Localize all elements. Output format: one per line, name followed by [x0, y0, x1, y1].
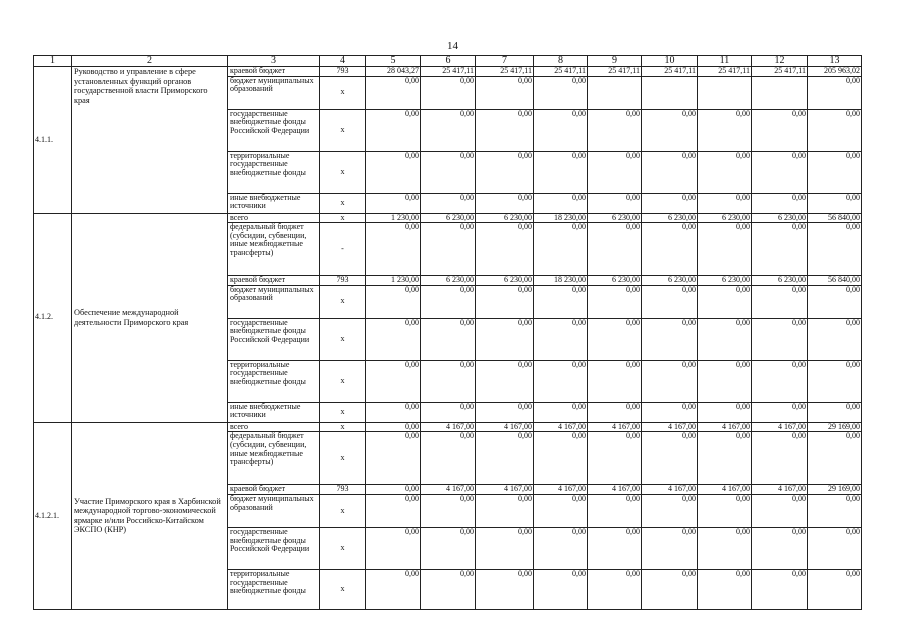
year-value-cell: 0,00 — [642, 318, 698, 360]
year-value-cell: 28 043,27 — [366, 67, 421, 77]
header-cell: 11 — [698, 56, 752, 67]
total-cell: 0,00 — [808, 527, 862, 569]
funding-source: государственные внебюджетные фонды Российской Федерации — [228, 109, 320, 151]
year-value-cell: 0,00 — [534, 109, 588, 151]
year-value-cell: 6 230,00 — [698, 213, 752, 223]
year-value-cell: 0,00 — [588, 151, 642, 193]
funding-source: краевой бюджет — [228, 67, 320, 77]
year-value-cell: 0,00 — [476, 223, 534, 276]
year-value-cell: 0,00 — [421, 76, 476, 109]
total-cell: 0,00 — [808, 285, 862, 318]
year-value-cell: 6 230,00 — [642, 213, 698, 223]
year-value-cell: 0,00 — [534, 285, 588, 318]
year-value-cell: 0,00 — [476, 360, 534, 402]
year-value-cell: 0,00 — [421, 285, 476, 318]
year-value-cell: 0,00 — [366, 193, 421, 213]
year-value-cell: 18 230,00 — [534, 276, 588, 286]
year-value-cell: 0,00 — [476, 318, 534, 360]
grbs-code: x — [320, 569, 366, 609]
year-value-cell: 25 417,11 — [476, 67, 534, 77]
grbs-code: x — [320, 193, 366, 213]
year-value-cell: 0,00 — [476, 402, 534, 422]
year-value-cell: 4 167,00 — [588, 485, 642, 495]
year-value-cell: 0,00 — [421, 402, 476, 422]
funding-source: краевой бюджет — [228, 276, 320, 286]
year-value-cell: 0,00 — [366, 569, 421, 609]
year-value-cell: 25 417,11 — [698, 67, 752, 77]
year-value-cell: 0,00 — [534, 432, 588, 485]
year-value-cell: 0,00 — [642, 151, 698, 193]
funding-source: иные внебюджетные источники — [228, 193, 320, 213]
year-value-cell: 0,00 — [588, 360, 642, 402]
year-value-cell: 0,00 — [421, 223, 476, 276]
year-value-cell: 0,00 — [534, 76, 588, 109]
grbs-code: x — [320, 360, 366, 402]
year-value-cell: 6 230,00 — [476, 276, 534, 286]
grbs-code: x — [320, 151, 366, 193]
year-value-cell: 25 417,11 — [642, 67, 698, 77]
year-value-cell: 0,00 — [476, 285, 534, 318]
year-value-cell: 0,00 — [752, 402, 808, 422]
year-value-cell: 0,00 — [752, 318, 808, 360]
total-cell: 0,00 — [808, 318, 862, 360]
year-value-cell: 0,00 — [642, 285, 698, 318]
funding-source: федеральный бюджет (субсидии, субвенции, иные межбюджетные трансферты) — [228, 432, 320, 485]
year-value-cell: 0,00 — [698, 151, 752, 193]
year-value-cell: 0,00 — [421, 360, 476, 402]
grbs-code: x — [320, 494, 366, 527]
year-value-cell: 4 167,00 — [421, 485, 476, 495]
header-cell: 8 — [534, 56, 588, 67]
header-cell: 9 — [588, 56, 642, 67]
year-value-cell: 0,00 — [421, 494, 476, 527]
year-value-cell: 0,00 — [421, 432, 476, 485]
year-value-cell: 0,00 — [588, 569, 642, 609]
year-value-cell: 0,00 — [366, 109, 421, 151]
table-body — [34, 56, 862, 610]
year-value-cell: 4 167,00 — [642, 485, 698, 495]
grbs-code: x — [320, 285, 366, 318]
year-value-cell: 0,00 — [366, 76, 421, 109]
year-value-cell: 0,00 — [752, 151, 808, 193]
year-value-cell: 0,00 — [421, 527, 476, 569]
header-cell: 5 — [366, 56, 421, 67]
item-name: Обеспечение международной деятельности Приморского края — [72, 213, 228, 422]
year-value-cell: 0,00 — [366, 527, 421, 569]
header-cell: 6 — [421, 56, 476, 67]
year-value-cell: 6 230,00 — [752, 213, 808, 223]
year-value-cell: 6 230,00 — [588, 276, 642, 286]
year-value-cell: 0,00 — [698, 494, 752, 527]
year-value-cell: 0,00 — [752, 285, 808, 318]
header-row — [34, 56, 862, 67]
year-value-cell: 25 417,11 — [588, 67, 642, 77]
page-number: 14 — [447, 40, 458, 52]
year-value-cell: 6 230,00 — [698, 276, 752, 286]
funding-source: государственные внебюджетные фонды Российской Федерации — [228, 527, 320, 569]
total-cell: 0,00 — [808, 109, 862, 151]
grbs-code: x — [320, 527, 366, 569]
year-value-cell: 0,00 — [698, 318, 752, 360]
year-value-cell: 0,00 — [698, 432, 752, 485]
year-value-cell: 0,00 — [476, 527, 534, 569]
year-value-cell: 0,00 — [698, 109, 752, 151]
year-value-cell: 0,00 — [752, 432, 808, 485]
funding-source: всего — [228, 213, 320, 223]
header-cell: 12 — [752, 56, 808, 67]
header-cell: 1 — [34, 56, 72, 67]
item-code: 4.1.2.1. — [34, 422, 72, 609]
year-value-cell: 0,00 — [366, 318, 421, 360]
total-cell: 56 840,00 — [808, 276, 862, 286]
table-row — [34, 213, 862, 223]
year-value-cell: 4 167,00 — [421, 422, 476, 432]
year-value-cell: 0,00 — [476, 193, 534, 213]
year-value-cell: 6 230,00 — [752, 276, 808, 286]
year-value-cell: 4 167,00 — [752, 485, 808, 495]
year-value-cell: 6 230,00 — [421, 276, 476, 286]
year-value-cell: 1 230,00 — [366, 276, 421, 286]
funding-source: иные внебюджетные источники — [228, 402, 320, 422]
total-cell: 0,00 — [808, 151, 862, 193]
year-value-cell: 0,00 — [588, 223, 642, 276]
year-value-cell: 0,00 — [534, 318, 588, 360]
year-value-cell: 0,00 — [642, 223, 698, 276]
total-cell: 56 840,00 — [808, 213, 862, 223]
year-value-cell: 0,00 — [534, 223, 588, 276]
year-value-cell: 0,00 — [534, 527, 588, 569]
year-value-cell: 0,00 — [752, 494, 808, 527]
header-cell: 13 — [808, 56, 862, 67]
year-value-cell: 0,00 — [366, 494, 421, 527]
year-value-cell: 0,00 — [642, 494, 698, 527]
year-value-cell: 0,00 — [421, 193, 476, 213]
year-value-cell: 0,00 — [752, 223, 808, 276]
year-value-cell: 0,00 — [476, 432, 534, 485]
header-cell: 2 — [72, 56, 228, 67]
year-value-cell: 0,00 — [366, 285, 421, 318]
grbs-code: x — [320, 422, 366, 432]
grbs-code: x — [320, 402, 366, 422]
funding-source: территориальные государственные внебюджетные фонды — [228, 569, 320, 609]
year-value-cell: 0,00 — [588, 494, 642, 527]
year-value-cell: 0,00 — [588, 193, 642, 213]
year-value-cell: 0,00 — [366, 360, 421, 402]
funding-source: всего — [228, 422, 320, 432]
year-value-cell — [752, 76, 808, 109]
year-value-cell: 0,00 — [421, 151, 476, 193]
year-value-cell: 0,00 — [752, 109, 808, 151]
year-value-cell: 4 167,00 — [534, 485, 588, 495]
year-value-cell: 4 167,00 — [752, 422, 808, 432]
year-value-cell: 0,00 — [698, 223, 752, 276]
year-value-cell: 0,00 — [366, 432, 421, 485]
year-value-cell: 4 167,00 — [698, 485, 752, 495]
year-value-cell: 4 167,00 — [476, 485, 534, 495]
year-value-cell: 0,00 — [534, 494, 588, 527]
year-value-cell: 0,00 — [476, 76, 534, 109]
total-cell: 0,00 — [808, 360, 862, 402]
grbs-code: x — [320, 213, 366, 223]
funding-source: бюджет муниципальных образований — [228, 494, 320, 527]
year-value-cell: 0,00 — [588, 402, 642, 422]
grbs-code: x — [320, 109, 366, 151]
year-value-cell: 0,00 — [476, 109, 534, 151]
year-value-cell: 0,00 — [366, 485, 421, 495]
year-value-cell: 25 417,11 — [534, 67, 588, 77]
total-cell: 0,00 — [808, 402, 862, 422]
year-value-cell: 6 230,00 — [421, 213, 476, 223]
table-row — [34, 67, 862, 77]
year-value-cell: 0,00 — [588, 527, 642, 569]
year-value-cell: 0,00 — [752, 569, 808, 609]
year-value-cell: 0,00 — [366, 422, 421, 432]
year-value-cell: 0,00 — [366, 402, 421, 422]
item-name: Руководство и управление в сфере установленных функций органов государственной власти Приморского края — [72, 67, 228, 214]
year-value-cell: 0,00 — [534, 569, 588, 609]
year-value-cell: 0,00 — [642, 402, 698, 422]
year-value-cell — [642, 76, 698, 109]
year-value-cell: 0,00 — [698, 527, 752, 569]
year-value-cell: 0,00 — [588, 109, 642, 151]
table-row — [34, 422, 862, 432]
funding-source: краевой бюджет — [228, 485, 320, 495]
grbs-code: x — [320, 76, 366, 109]
year-value-cell — [698, 76, 752, 109]
year-value-cell: 0,00 — [698, 360, 752, 402]
year-value-cell: 6 230,00 — [476, 213, 534, 223]
year-value-cell: 0,00 — [698, 285, 752, 318]
year-value-cell: 0,00 — [421, 318, 476, 360]
grbs-code: - — [320, 223, 366, 276]
year-value-cell: 0,00 — [366, 151, 421, 193]
year-value-cell: 0,00 — [752, 527, 808, 569]
year-value-cell: 0,00 — [588, 432, 642, 485]
year-value-cell: 6 230,00 — [588, 213, 642, 223]
year-value-cell: 1 230,00 — [366, 213, 421, 223]
header-cell: 3 — [228, 56, 320, 67]
year-value-cell: 4 167,00 — [534, 422, 588, 432]
funding-source: территориальные государственные внебюджетные фонды — [228, 151, 320, 193]
grbs-code: 793 — [320, 276, 366, 286]
header-cell: 4 — [320, 56, 366, 67]
total-cell: 0,00 — [808, 494, 862, 527]
year-value-cell: 4 167,00 — [588, 422, 642, 432]
year-value-cell: 0,00 — [752, 360, 808, 402]
year-value-cell: 0,00 — [534, 193, 588, 213]
year-value-cell: 0,00 — [698, 193, 752, 213]
total-cell: 29 169,00 — [808, 485, 862, 495]
header-cell: 7 — [476, 56, 534, 67]
year-value-cell: 0,00 — [752, 193, 808, 213]
year-value-cell: 0,00 — [588, 318, 642, 360]
total-cell: 0,00 — [808, 223, 862, 276]
total-cell: 0,00 — [808, 193, 862, 213]
funding-source: бюджет муниципальных образований — [228, 285, 320, 318]
year-value-cell: 18 230,00 — [534, 213, 588, 223]
funding-source: государственные внебюджетные фонды Российской Федерации — [228, 318, 320, 360]
year-value-cell: 6 230,00 — [642, 276, 698, 286]
year-value-cell: 4 167,00 — [476, 422, 534, 432]
year-value-cell: 4 167,00 — [642, 422, 698, 432]
year-value-cell: 0,00 — [642, 193, 698, 213]
total-cell: 0,00 — [808, 569, 862, 609]
grbs-code: x — [320, 318, 366, 360]
year-value-cell — [588, 76, 642, 109]
header-cell: 10 — [642, 56, 698, 67]
year-value-cell: 0,00 — [698, 402, 752, 422]
year-value-cell: 0,00 — [421, 109, 476, 151]
total-cell: 0,00 — [808, 432, 862, 485]
item-code: 4.1.1. — [34, 67, 72, 214]
year-value-cell: 25 417,11 — [752, 67, 808, 77]
year-value-cell: 0,00 — [534, 402, 588, 422]
year-value-cell: 0,00 — [534, 151, 588, 193]
year-value-cell: 25 417,11 — [421, 67, 476, 77]
year-value-cell: 0,00 — [476, 151, 534, 193]
year-value-cell: 0,00 — [588, 285, 642, 318]
year-value-cell: 0,00 — [366, 223, 421, 276]
budget-table — [33, 55, 862, 610]
grbs-code: x — [320, 432, 366, 485]
total-cell: 29 169,00 — [808, 422, 862, 432]
year-value-cell: 0,00 — [642, 432, 698, 485]
grbs-code: 793 — [320, 67, 366, 77]
item-name: Участие Приморского края в Харбинской международной торгово-экономической ярмарке и/или Российско-Китайском ЭКСПО (КНР) — [72, 422, 228, 609]
year-value-cell: 0,00 — [642, 527, 698, 569]
total-cell: 0,00 — [808, 76, 862, 109]
year-value-cell: 0,00 — [534, 360, 588, 402]
year-value-cell: 0,00 — [698, 569, 752, 609]
item-code: 4.1.2. — [34, 213, 72, 422]
year-value-cell: 0,00 — [476, 494, 534, 527]
funding-source: федеральный бюджет (субсидии, субвенции, иные межбюджетные трансферты) — [228, 223, 320, 276]
year-value-cell: 0,00 — [642, 569, 698, 609]
total-cell: 205 963,02 — [808, 67, 862, 77]
year-value-cell: 0,00 — [421, 569, 476, 609]
year-value-cell: 0,00 — [642, 360, 698, 402]
funding-source: бюджет муниципальных образований — [228, 76, 320, 109]
year-value-cell: 4 167,00 — [698, 422, 752, 432]
year-value-cell: 0,00 — [476, 569, 534, 609]
year-value-cell: 0,00 — [642, 109, 698, 151]
funding-source: территориальные государственные внебюджетные фонды — [228, 360, 320, 402]
grbs-code: 793 — [320, 485, 366, 495]
